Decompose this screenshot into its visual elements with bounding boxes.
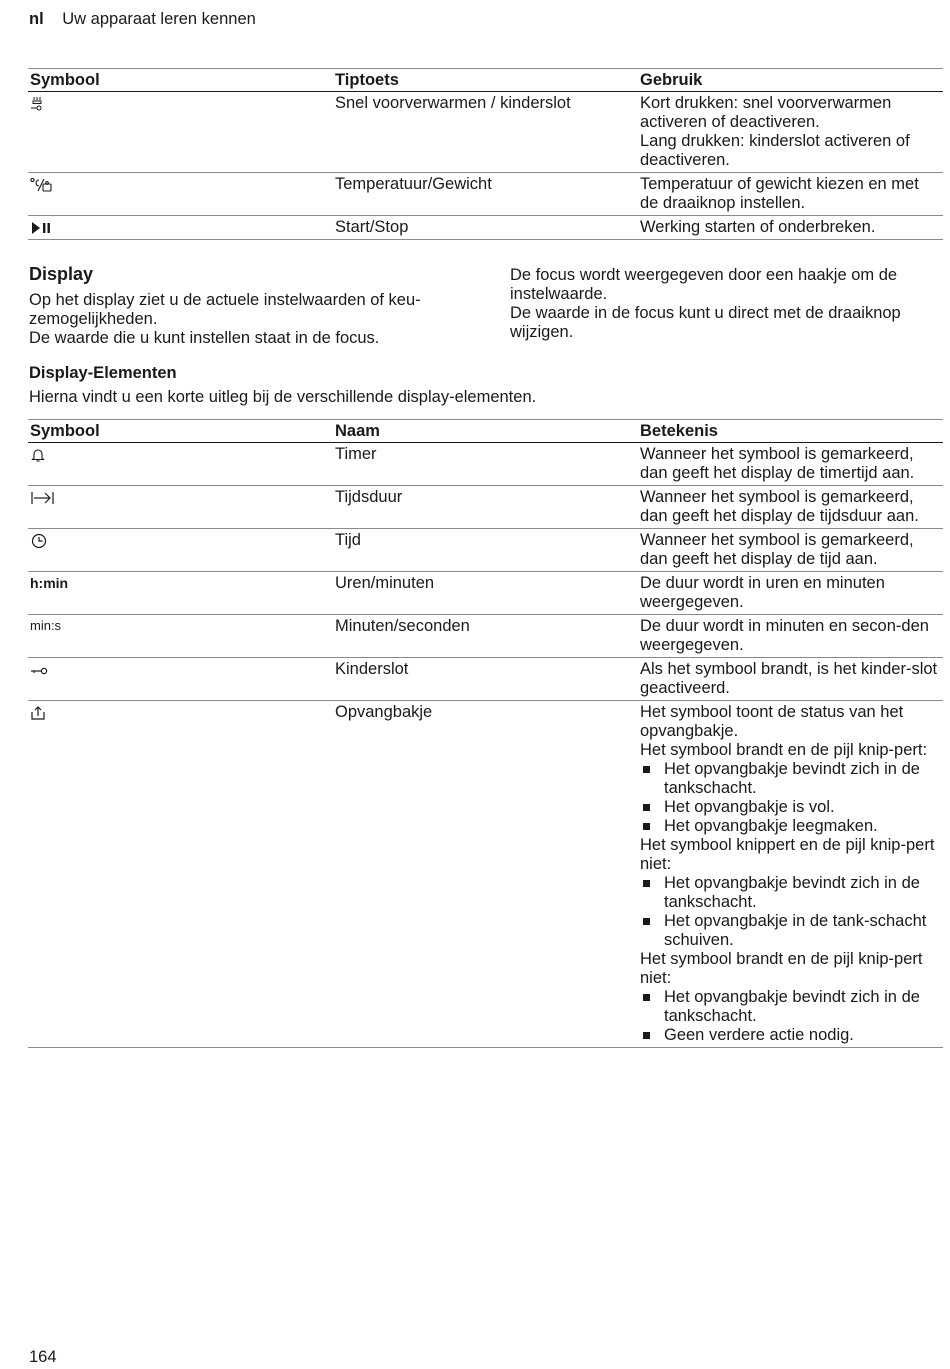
bullet-list bbox=[640, 874, 941, 950]
element-meaning: Wanneer het symbool is gemarkeerd, dan geeft het display de tijdsduur aan. bbox=[638, 486, 943, 529]
list-item: Het opvangbakje is vol. bbox=[640, 798, 941, 817]
page-number: 164 bbox=[29, 1348, 57, 1366]
display-elements-table bbox=[28, 419, 943, 1048]
display-heading: Display bbox=[29, 264, 94, 284]
column-header-meaning: Betekenis bbox=[638, 420, 943, 443]
element-name: Kinderslot bbox=[333, 658, 638, 701]
list-item: Het opvangbakje in de tank-schacht schuiven. bbox=[640, 912, 941, 950]
use-text: Lang drukken: kinderslot activeren of deactiveren. bbox=[640, 132, 910, 169]
display-paragraph: De focus wordt weergegeven door een haakje om de instelwaarde. bbox=[510, 266, 898, 303]
list-item: Het opvangbakje bevindt zich in de tankschacht. bbox=[640, 760, 941, 798]
element-name: Opvangbakje bbox=[333, 701, 638, 1048]
hours-minutes-symbol: h:min bbox=[30, 575, 69, 591]
drip-tray-icon bbox=[30, 703, 46, 721]
table-row bbox=[28, 443, 943, 486]
table-row bbox=[28, 572, 943, 615]
element-name: Tijdsduur bbox=[333, 486, 638, 529]
table-row bbox=[28, 486, 943, 529]
table-row bbox=[28, 701, 943, 1048]
status-heading: Het symbool brandt en de pijl knip-pert: bbox=[640, 741, 928, 759]
table-header-row bbox=[28, 420, 943, 443]
key-name: Snel voorverwarmen / kinderslot bbox=[333, 92, 638, 173]
column-header-symbol: Symbool bbox=[28, 420, 333, 443]
element-meaning: Wanneer het symbool is gemarkeerd, dan geeft het display de tijd aan. bbox=[638, 529, 943, 572]
status-heading: Het symbool brandt en de pijl knip-pert niet: bbox=[640, 950, 923, 987]
table-header-row bbox=[28, 69, 943, 92]
table-row bbox=[28, 173, 943, 216]
column-header-name: Naam bbox=[333, 420, 638, 443]
temperature-weight-icon bbox=[30, 175, 56, 193]
use-text: Temperatuur of gewicht kiezen en met de draaiknop instellen. bbox=[640, 175, 919, 212]
meaning-intro: Het symbool toont de status van het opvangbakje. bbox=[640, 703, 904, 740]
table-row bbox=[28, 92, 943, 173]
element-meaning: Wanneer het symbool is gemarkeerd, dan geeft het display de timertijd aan. bbox=[638, 443, 943, 486]
element-name: Minuten/seconden bbox=[333, 615, 638, 658]
rapid-preheat-childlock-icon bbox=[30, 94, 44, 112]
display-paragraph: De waarde in de focus kunt u direct met de draaiknop wijzigen. bbox=[510, 304, 901, 341]
table-row bbox=[28, 615, 943, 658]
use-text: Werking starten of onderbreken. bbox=[640, 218, 876, 236]
language-code: nl bbox=[29, 10, 44, 28]
column-header-symbol: Symbool bbox=[28, 69, 333, 92]
list-item: Het opvangbakje bevindt zich in de tankschacht. bbox=[640, 988, 941, 1026]
table-row bbox=[28, 216, 943, 240]
clock-icon bbox=[30, 531, 48, 549]
element-meaning: Als het symbool brandt, is het kinder-slot geactiveerd. bbox=[638, 658, 943, 701]
display-right-column bbox=[510, 266, 944, 342]
element-meaning: De duur wordt in uren en minuten weergegeven. bbox=[638, 572, 943, 615]
minutes-seconds-symbol: min:s bbox=[30, 618, 62, 633]
list-item: Geen verdere actie nodig. bbox=[640, 1026, 941, 1045]
display-elements-heading: Display-Elementen bbox=[29, 364, 177, 382]
status-heading: Het symbool knippert en de pijl knip-pert niet: bbox=[640, 836, 935, 873]
table-row bbox=[28, 658, 943, 701]
list-item: Het opvangbakje leegmaken. bbox=[640, 817, 941, 836]
display-left-column bbox=[29, 291, 469, 348]
bullet-list bbox=[640, 988, 941, 1045]
page-header bbox=[29, 10, 256, 29]
display-section bbox=[29, 264, 944, 347]
display-paragraph: Op het display ziet u de actuele instelwaarden of keu-zemogelijkheden. bbox=[29, 291, 421, 328]
element-name: Tijd bbox=[333, 529, 638, 572]
duration-icon bbox=[30, 488, 56, 506]
list-item: Het opvangbakje bevindt zich in de tankschacht. bbox=[640, 874, 941, 912]
start-stop-icon bbox=[30, 218, 52, 236]
display-elements-intro: Hierna vindt u een korte uitleg bij de verschillende display-elementen. bbox=[29, 388, 537, 406]
column-header-key: Tiptoets bbox=[333, 69, 638, 92]
column-header-use: Gebruik bbox=[638, 69, 943, 92]
key-icon bbox=[30, 660, 50, 678]
use-text: Kort drukken: snel voorverwarmen activeren of deactiveren. bbox=[640, 94, 892, 131]
bullet-list bbox=[640, 760, 941, 836]
key-name: Temperatuur/Gewicht bbox=[333, 173, 638, 216]
table-row bbox=[28, 529, 943, 572]
bell-icon bbox=[30, 445, 46, 463]
keys-table bbox=[28, 68, 943, 240]
display-paragraph: De waarde die u kunt instellen staat in de focus. bbox=[29, 329, 380, 347]
element-meaning: De duur wordt in minuten en secon-den weergegeven. bbox=[638, 615, 943, 658]
key-name: Start/Stop bbox=[333, 216, 638, 240]
element-name: Timer bbox=[333, 443, 638, 486]
element-name: Uren/minuten bbox=[333, 572, 638, 615]
section-title: Uw apparaat leren kennen bbox=[62, 10, 256, 28]
